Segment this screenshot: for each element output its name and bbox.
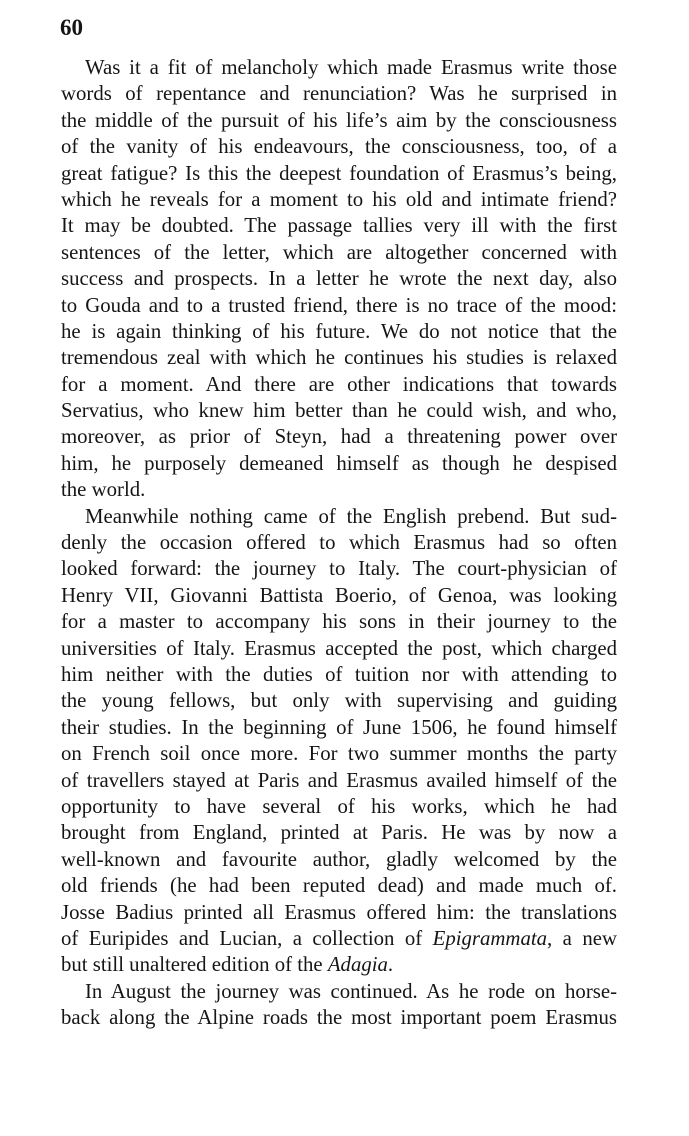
text-line: he is again thinking of his future. We do not notice that the bbox=[61, 319, 617, 343]
text-line: on French soil once more. For two summer months the party bbox=[61, 742, 617, 766]
text-line: old friends (he had been reputed dead) and made much of. bbox=[61, 874, 617, 898]
text-line: brought from England, printed at Paris. He was by now a bbox=[61, 821, 617, 845]
text-line: him neither with the duties of tuition nor with attending to bbox=[61, 662, 617, 686]
text-line: of the vanity of his endeavours, the consciousness, too, of a bbox=[61, 135, 617, 159]
line-text: , a new bbox=[547, 926, 617, 950]
text-line: sentences of the letter, which are altogether concerned with bbox=[61, 240, 617, 264]
text-line: for a master to accompany his sons in their journey to the bbox=[61, 610, 617, 634]
text-line: the world. bbox=[61, 478, 146, 502]
text-line: Josse Badius printed all Erasmus offered him: the translations bbox=[61, 900, 617, 924]
text-line: which he reveals for a moment to his old and intimate friend? bbox=[61, 187, 617, 211]
text-line bbox=[61, 926, 617, 952]
text-line: Meanwhile nothing came of the English prebend. But sud- bbox=[85, 504, 617, 528]
text-line: It may be doubted. The passage tallies very ill with the first bbox=[61, 214, 617, 238]
text-line: him, he purposely demeaned himself as though he despised bbox=[61, 451, 617, 475]
page-number: 60 bbox=[60, 15, 83, 40]
text-line: back along the Alpine roads the most important poem Erasmus bbox=[61, 1006, 617, 1030]
line-text: . bbox=[387, 953, 394, 977]
line-text: of Euripides and Lucian, a collection of bbox=[61, 926, 433, 950]
text-line: Was it a fit of melancholy which made Erasmus write those bbox=[85, 56, 617, 79]
title-adagia: Adagia bbox=[327, 953, 388, 977]
text-line: moreover, as prior of Steyn, had a threatening power over bbox=[61, 425, 617, 449]
line-text: but still unaltered edition of the bbox=[61, 953, 328, 977]
text-line: of travellers stayed at Paris and Erasmus availed himself of the bbox=[61, 768, 617, 792]
text-line: opportunity to have several of his works, which he had bbox=[61, 794, 617, 818]
body-text bbox=[61, 55, 617, 1031]
text-line: success and prospects. In a letter he wrote the next day, also bbox=[61, 267, 617, 291]
text-line: to Gouda and to a trusted friend, there is no trace of the mood: bbox=[61, 293, 617, 317]
text-line: their studies. In the beginning of June 1506, he found himself bbox=[61, 715, 617, 739]
text-line: words of repentance and renunciation? Was he surprised in bbox=[61, 82, 617, 106]
text-line: the young fellows, but only with supervising and guiding bbox=[61, 689, 617, 713]
text-line: for a moment. And there are other indications that towards bbox=[61, 372, 617, 396]
text-line bbox=[61, 952, 617, 978]
text-line: Servatius, who knew him better than he could wish, and who, bbox=[61, 399, 617, 423]
title-epigrammata: Epigrammata bbox=[432, 926, 548, 950]
text-line: the middle of the pursuit of his life’s aim by the consciousness bbox=[61, 108, 617, 132]
text-line: In August the journey was continued. As he rode on horse- bbox=[85, 979, 617, 1003]
text-line: Henry VII, Giovanni Battista Boerio, of Genoa, was looking bbox=[61, 583, 617, 607]
text-line: great fatigue? Is this the deepest foundation of Erasmus’s being, bbox=[61, 161, 617, 185]
text-line: universities of Italy. Erasmus accepted the post, which charged bbox=[61, 636, 617, 660]
text-line: looked forward: the journey to Italy. The court-physician of bbox=[61, 557, 617, 581]
text-line: well-known and favourite author, gladly welcomed by the bbox=[61, 847, 617, 871]
text-line: tremendous zeal with which he continues his studies is relaxed bbox=[61, 346, 617, 370]
text-line: denly the occasion offered to which Erasmus had so often bbox=[61, 531, 617, 555]
